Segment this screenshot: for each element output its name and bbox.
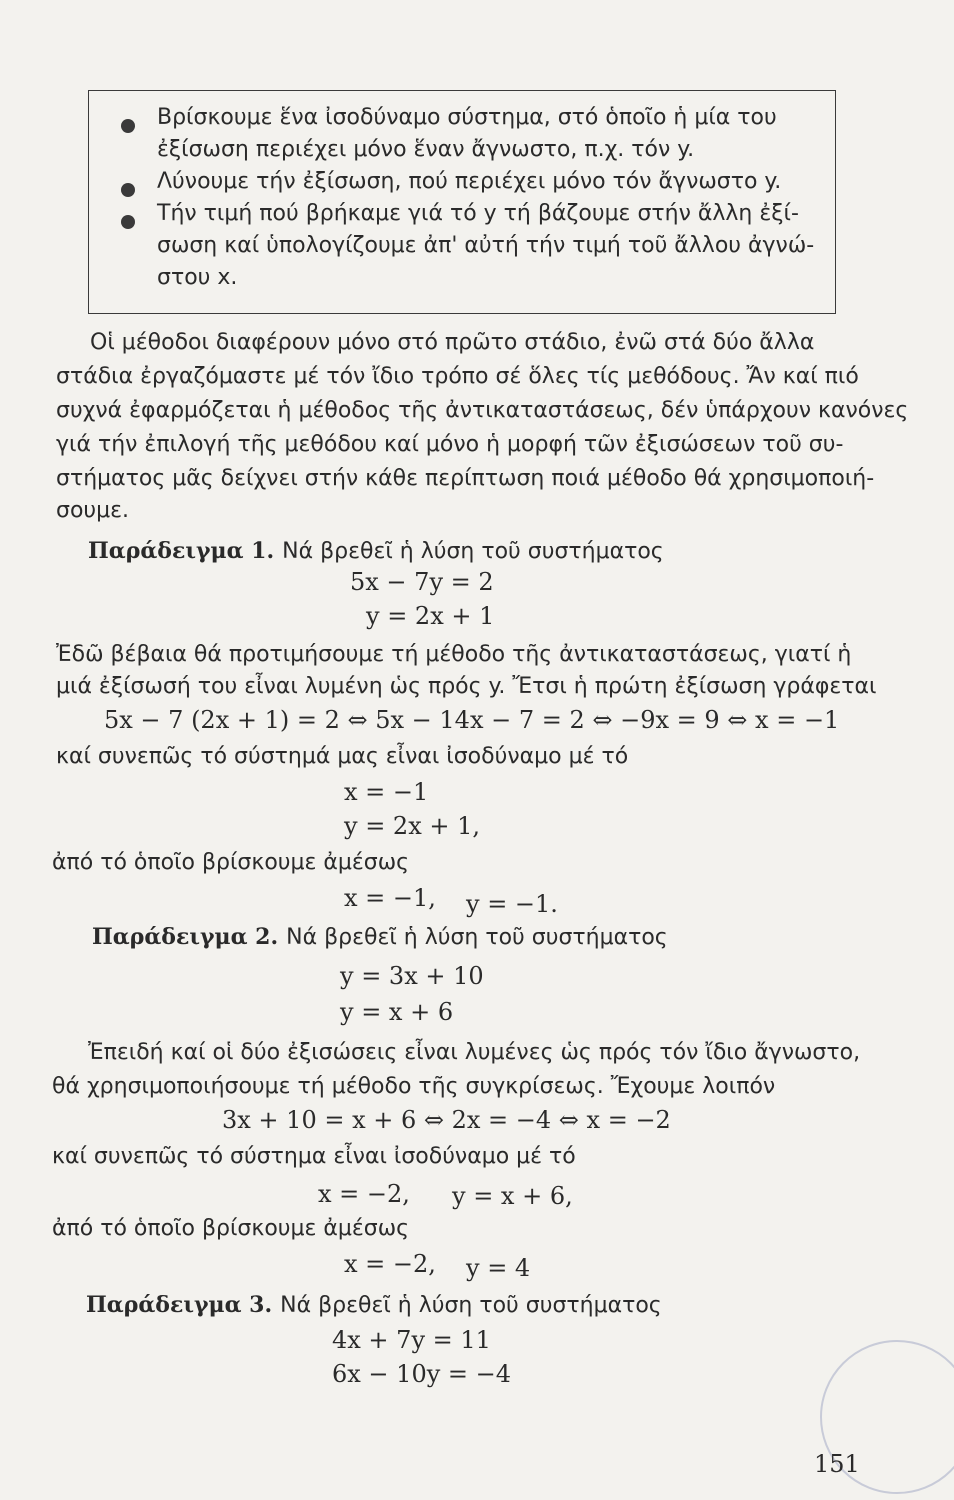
paragraph-line: συχνά ἐφαρμόζεται ἡ μέθοδος τῆς ἀντικαταστάσεως, δέν ὑπάρχουν κανόνες (56, 398, 909, 423)
example-1-system-x: x = −1 (344, 778, 429, 806)
example-3-equation-2: 6x − 10y = −4 (332, 1360, 512, 1388)
paragraph-line: σουμε. (56, 498, 130, 523)
example-2-label: Παράδειγμα 2. (92, 924, 279, 950)
example-1-heading (88, 538, 664, 564)
example-2-heading (92, 924, 668, 950)
example-2-equation-1: y = 3x + 10 (340, 962, 484, 990)
bullet-2-line-1: Λύνουμε τήν ἐξίσωση, πού περιέχει μόνο τόν ἄγνωστο y. (157, 169, 782, 194)
example-2-solution-x: x = −2, (344, 1250, 436, 1278)
bullet-3-line-1: Τήν τιμή πού βρήκαμε γιά τό y τή βάζουμε στήν ἄλλη ἐξί- (157, 201, 799, 226)
example-2-text: Ἐπειδή καί οἱ δύο ἐξισώσεις εἶναι λυμένες ὡς πρός τόν ἴδιο ἄγνωστο, (88, 1040, 861, 1065)
example-2-system-x: x = −2, (318, 1180, 410, 1208)
example-2-text: ἀπό τό ὁποῖο βρίσκουμε ἀμέσως (52, 1216, 410, 1241)
method-steps-box (88, 90, 836, 314)
example-2-solution-y: y = 4 (466, 1254, 531, 1282)
example-3-label: Παράδειγμα 3. (86, 1292, 273, 1318)
example-2-equation-2: y = x + 6 (340, 998, 454, 1026)
example-2-intro: Νά βρεθεῖ ἡ λύση τοῦ συστήματος (286, 925, 668, 950)
example-1-system-y: y = 2x + 1, (344, 812, 480, 840)
example-1-equation-1: 5x − 7y = 2 (350, 568, 494, 596)
example-1-solution-x: x = −1, (344, 884, 436, 912)
bullet-icon (121, 119, 135, 133)
example-1-equivalence-chain: 5x − 7 (2x + 1) = 2 ⇔ 5x − 14x − 7 = 2 ⇔ −9x = 9 ⇔ x = −1 (104, 706, 840, 734)
page-number: 151 (814, 1450, 860, 1478)
example-3-intro: Νά βρεθεῖ ἡ λύση τοῦ συστήματος (280, 1293, 662, 1318)
example-1-text: μιά ἐξίσωσή του εἶναι λυμένη ὡς πρός y. Ἔτσι ἡ πρώτη ἐξίσωση γράφεται (56, 674, 877, 699)
example-2-equivalence-chain: 3x + 10 = x + 6 ⇔ 2x = −4 ⇔ x = −2 (222, 1106, 671, 1134)
bullet-1-line-2: ἐξίσωση περιέχει μόνο ἕναν ἄγνωστο, π.χ. τόν y. (157, 137, 695, 162)
paragraph-line: στήματος μᾶς δείχνει στήν κάθε περίπτωση ποιά μέθοδο θά χρησιμοποιή- (56, 466, 875, 491)
example-1-intro: Νά βρεθεῖ ἡ λύση τοῦ συστήματος (282, 539, 664, 564)
example-2-system-y: y = x + 6, (452, 1182, 573, 1210)
bullet-icon (121, 215, 135, 229)
example-3-equation-1: 4x + 7y = 11 (332, 1326, 491, 1354)
example-1-label: Παράδειγμα 1. (88, 538, 275, 564)
example-1-text: Ἐδῶ βέβαια θά προτιμήσουμε τή μέθοδο τῆς ἀντικαταστάσεως, γιατί ἡ (56, 642, 852, 667)
example-1-text: ἀπό τό ὁποῖο βρίσκουμε ἀμέσως (52, 850, 410, 875)
paragraph-line: Οἱ μέθοδοι διαφέρουν μόνο στό πρῶτο στάδιο, ἐνῶ στά δύο ἄλλα (90, 330, 815, 355)
example-2-text: καί συνεπῶς τό σύστημα εἶναι ἰσοδύναμο μέ τό (52, 1144, 576, 1169)
example-3-heading (86, 1292, 662, 1318)
bullet-3-line-2: σωση καί ὑπολογίζουμε ἀπ' αὐτή τήν τιμή τοῦ ἄλλου ἀγνώ- (157, 233, 815, 258)
example-1-equation-2: y = 2x + 1 (366, 602, 495, 630)
example-1-solution-y: y = −1. (466, 890, 558, 918)
bullet-icon (121, 183, 135, 197)
example-1-text: καί συνεπῶς τό σύστημά μας εἶναι ἰσοδύναμο μέ τό (56, 744, 629, 769)
bullet-1-line-1: Βρίσκουμε ἕνα ἰσοδύναμο σύστημα, στό ὁποῖο ἡ μία του (157, 105, 777, 130)
example-2-text: θά χρησιμοποιήσουμε τή μέθοδο τῆς συγκρίσεως. Ἔχουμε λοιπόν (52, 1074, 776, 1099)
paragraph-line: γιά τήν ἐπιλογή τῆς μεθόδου καί μόνο ἡ μορφή τῶν ἐξισώσεων τοῦ συ- (56, 432, 844, 457)
paragraph-line: στάδια ἐργαζόμαστε μέ τόν ἴδιο τρόπο σέ ὅλες τίς μεθόδους. Ἄν καί πιό (56, 364, 859, 389)
bullet-3-line-3: στου x. (157, 265, 238, 290)
